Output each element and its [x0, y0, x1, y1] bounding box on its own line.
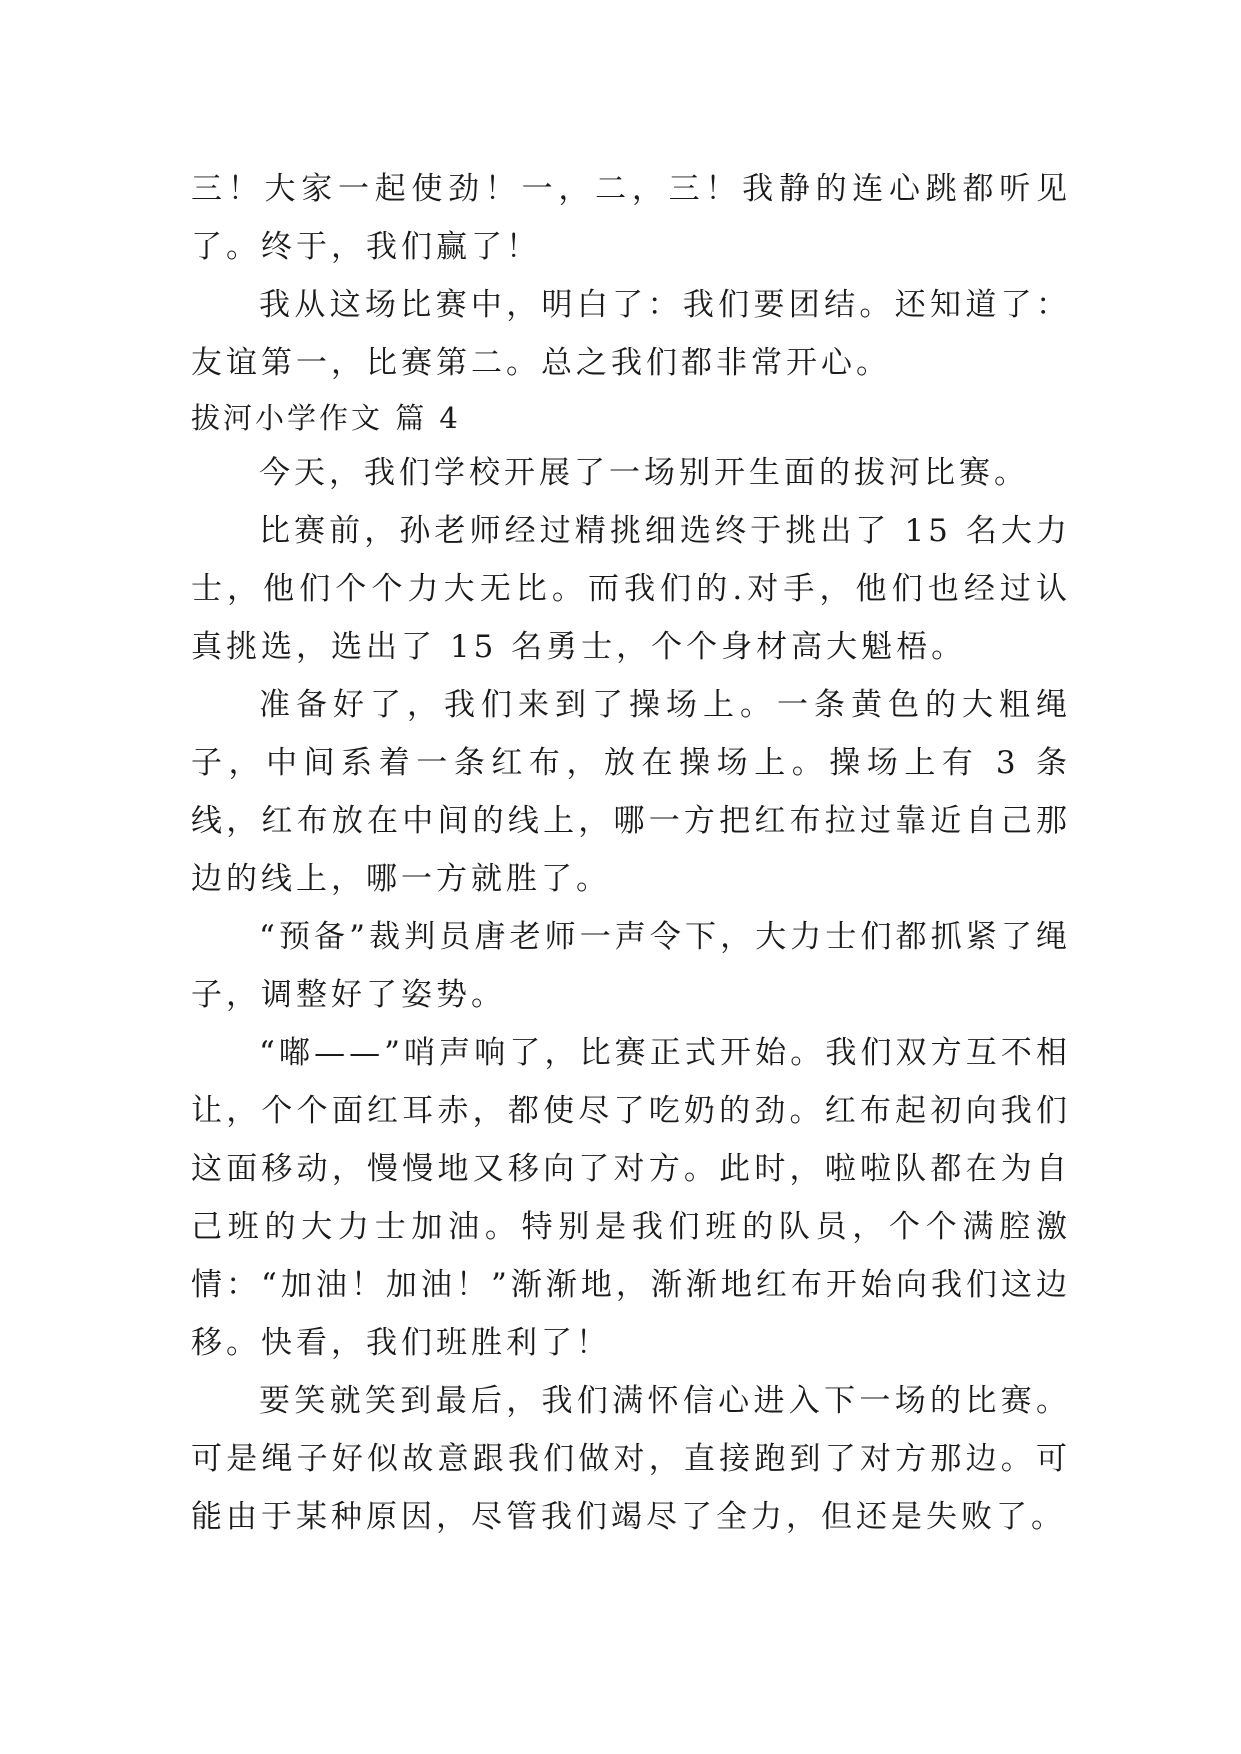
- essay-paragraph-ready: “预备”裁判员唐老师一声令下，大力士们都抓紧了绳子，调整好了姿势。: [191, 919, 1071, 1013]
- essay-paragraph-setup: 准备好了，我们来到了操场上。一条黄色的大粗绳子，中间系着一条红布，放在操场上。操场上有 3 条线，红布放在中间的线上，哪一方把红布拉过靠近自己那边的线上，哪一方就胜了。: [191, 687, 1071, 897]
- document-body: [191, 160, 1071, 1546]
- paragraph-continuation: 三！大家一起使劲！一，二，三！我静的连心跳都听见了。终于，我们赢了！: [191, 171, 1071, 265]
- essay-heading: 拔河小学作文 篇 4: [191, 401, 461, 435]
- essay-paragraph-match: “嘟——”哨声响了，比赛正式开始。我们双方互不相让，个个面红耳赤，都使尽了吃奶的劲。红布起初向我们这面移动，慢慢地又移向了对方。此时，啦啦队都在为自己班的大力士加油。特别是我们班的队员，个个满腔激情：“加油！加油！”渐渐地，渐渐地红布开始向我们这边移。快看，我们班胜利了！: [191, 1035, 1071, 1361]
- essay-paragraph-teams: 比赛前，孙老师经过精挑细选终于挑出了 15 名大力士，他们个个力大无比。而我们的.对手，他们也经过认真挑选，选出了 15 名勇士，个个身材高大魁梧。: [191, 513, 1071, 665]
- paragraph-conclusion: 我从这场比赛中，明白了：我们要团结。还知道了：友谊第一，比赛第二。总之我们都非常开心。: [191, 287, 1071, 381]
- essay-paragraph-intro: 今天，我们学校开展了一场别开生面的拔河比赛。: [259, 455, 1029, 491]
- essay-paragraph-second-match: 要笑就笑到最后，我们满怀信心进入下一场的比赛。可是绳子好似故意跟我们做对，直接跑到了对方那边。可能由于某种原因，尽管我们竭尽了全力，但还是失败了。: [191, 1383, 1071, 1535]
